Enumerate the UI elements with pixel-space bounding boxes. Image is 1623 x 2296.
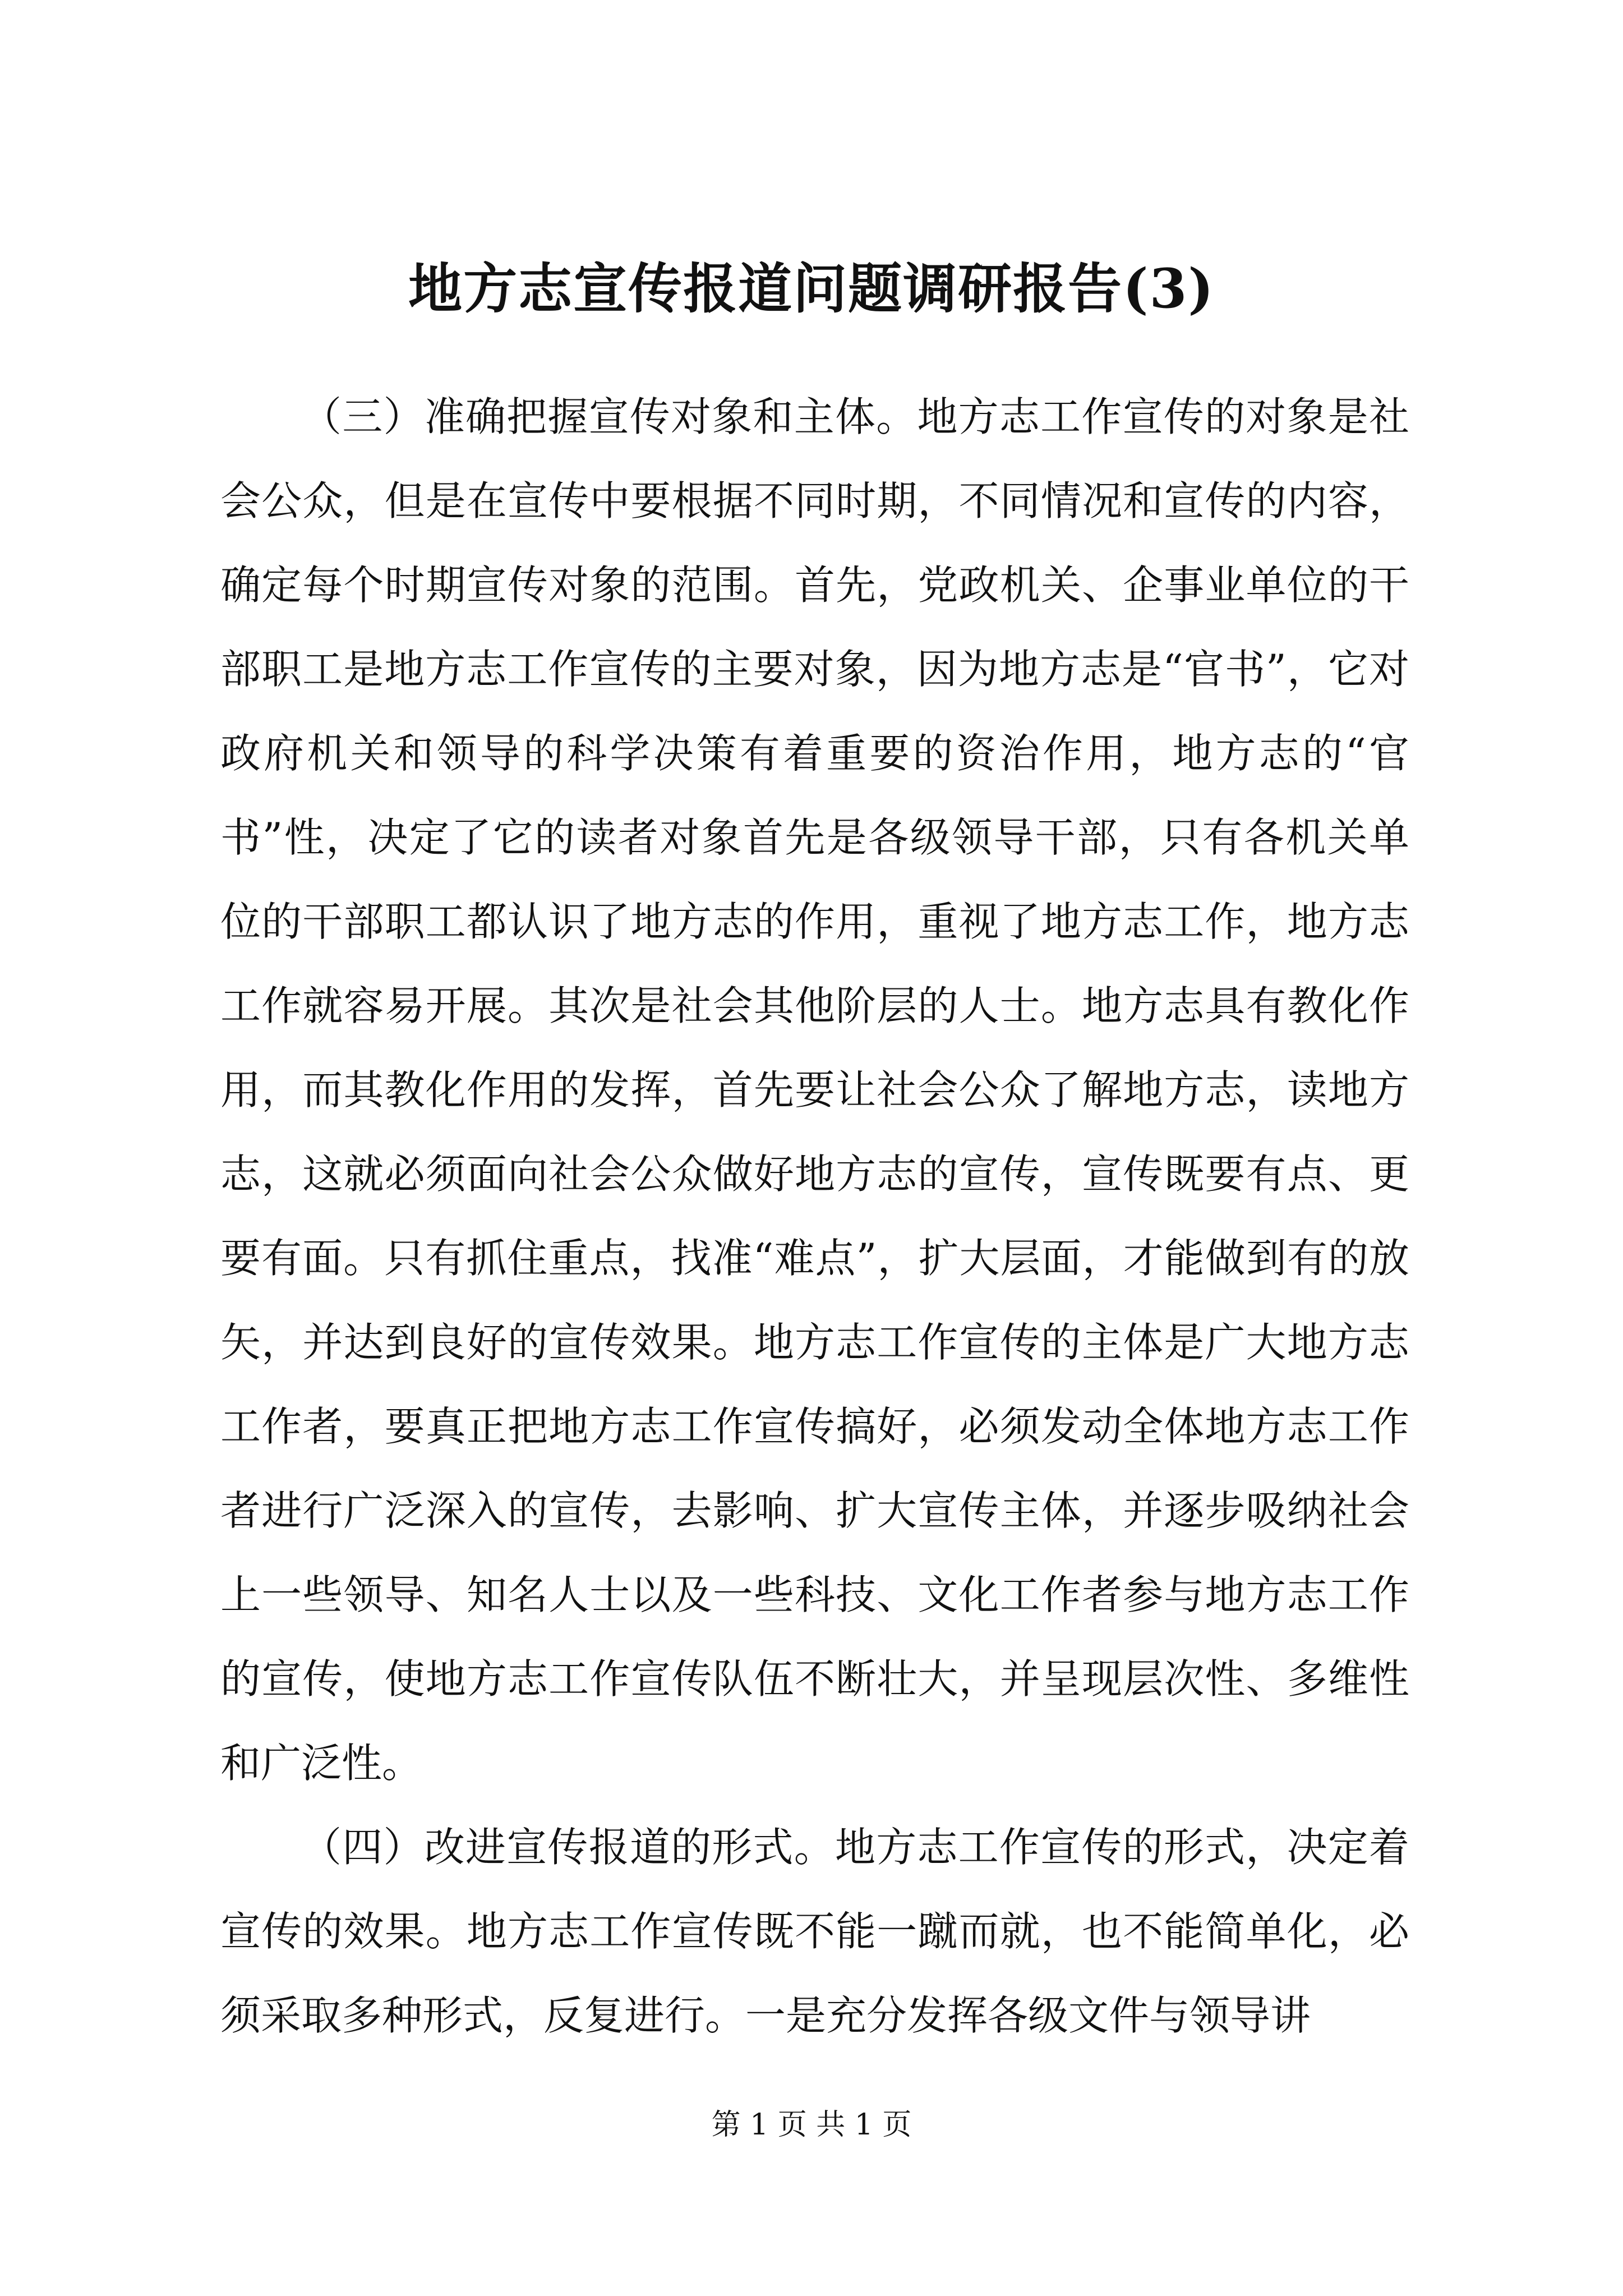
paragraph-4: （四）改进宣传报道的形式。地方志工作宣传的形式，决定着宣传的效果。地方志工作宣传既不能一蹴而就，也不能简单化，必须采取多种形式，反复进行。一是充分发挥各级文件与领导讲: [220, 1824, 1409, 2039]
paragraph-3: （三）准确把握宣传对象和主体。地方志工作宣传的对象是社会公众，但是在宣传中要根据不同时期，不同情况和宣传的内容，确定每个时期宣传对象的范围。首先，党政机关、企事业单位的干部职工是地方志工作宣传的主要对象，因为地方志是“官书”，它对政府机关和领导的科学决策有着重要的资治作用，地方志的“官书”性，决定了它的读者对象首先是各级领导干部，只有各机关单位的干部职工都认识了地方志的作用，重视了地方志工作，地方志工作就容易开展。其次是社会其他阶层的人士。地方志具有教化作用，而其教化作用的发挥，首先要让社会公众了解地方志，读地方志，这就必须面向社会公众做好地方志的宣传，宣传既要有点、更要有面。只有抓住重点，找准“难点”，扩大层面，才能做到有的放矢，并达到良好的宣传效果。地方志工作宣传的主体是广大地方志工作者，要真正把地方志工作宣传搞好，必须发动全体地方志工作者进行广泛深入的宣传，去影响、扩大宣传主体，并逐步吸纳社会上一些领导、知名人士以及一些科技、文化工作者参与地方志工作的宣传，使地方志工作宣传队伍不断壮大，并呈现层次性、多维性和广泛性。: [220, 393, 1409, 1787]
page-footer: 第 1 页 共 1 页: [711, 2108, 912, 2142]
document-title: 地方志宣传报道问题调研报告(3): [408, 257, 1215, 320]
document-body: [220, 375, 1409, 2058]
